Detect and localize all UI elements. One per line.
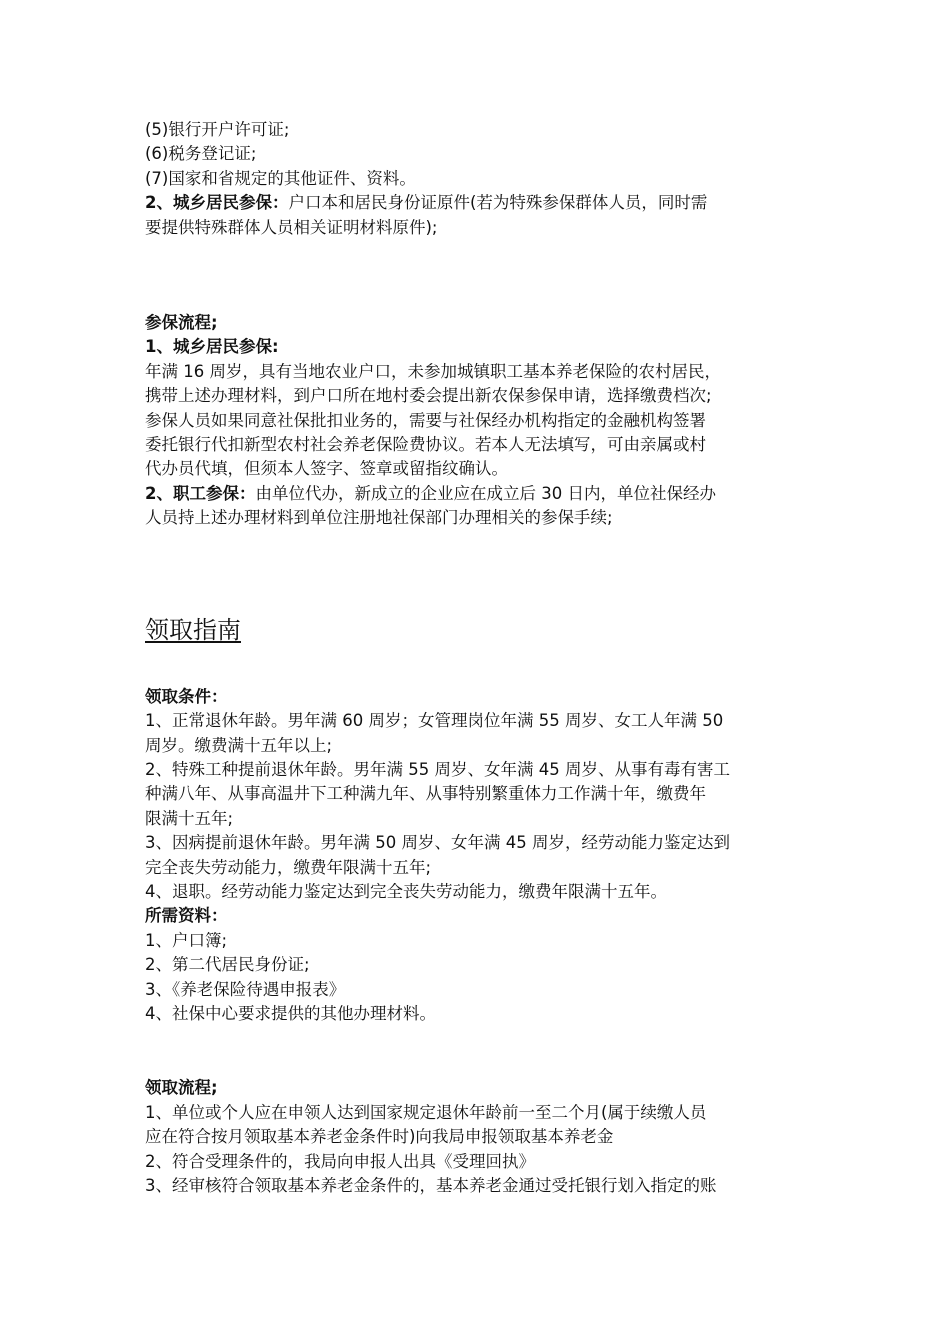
- bold-label: 2、城乡居民参保：: [145, 193, 289, 213]
- text-line: 2、特殊工种提前退休年龄。男年满 55 周岁、女年满 45 周岁、从事有毒有害工: [145, 759, 730, 779]
- text-line: 要提供特殊群体人员相关证明材料原件);: [145, 217, 438, 237]
- spacer: [145, 1026, 810, 1076]
- bold-label: 2、职工参保：: [145, 483, 256, 503]
- text-line: (7)国家和省规定的其他证件、资料。: [145, 168, 416, 188]
- spacer: [145, 240, 810, 311]
- text-line: [145, 482, 810, 506]
- text-line: 3、因病提前退休年龄。男年满 50 周岁、女年满 45 周岁，经劳动能力鉴定达到: [145, 833, 730, 853]
- text-line: 年满 16 周岁，具有当地农业户口，未参加城镇职工基本养老保险的农村居民，: [145, 361, 721, 381]
- text-line: 1、正常退休年龄。男年满 60 周岁；女管理岗位年满 55 周岁、女工人年满 50: [145, 711, 724, 731]
- inline-text: 户口本和居民身份证原件(若为特殊参保群体人员，同时需: [288, 193, 708, 213]
- text-line: 2、第二代居民身份证;: [145, 955, 310, 975]
- text-line: 4、社保中心要求提供的其他办理材料。: [145, 1003, 436, 1023]
- text-line: 应在符合按月领取基本养老金条件时)向我局申报领取基本养老金: [145, 1127, 614, 1147]
- text-line: [145, 191, 810, 215]
- text-line: (6)税务登记证;: [145, 144, 257, 164]
- text-line: 参保人员如果同意社保批扣业务的，需要与社保经办机构指定的金融机构签署: [145, 410, 706, 430]
- text-line: 携带上述办理材料，到户口所在地村委会提出新农保参保申请，选择缴费档次;: [145, 386, 712, 406]
- text-line: 4、退职。经劳动能力鉴定达到完全丧失劳动能力，缴费年限满十五年。: [145, 881, 667, 901]
- inline-text: 由单位代办，新成立的企业应在成立后 30 日内，单位社保经办: [255, 483, 716, 503]
- text-line: 1、户口簿;: [145, 930, 228, 950]
- text-line: 2、符合受理条件的，我局向申报人出具《受理回执》: [145, 1151, 535, 1171]
- document-page: [145, 118, 810, 1198]
- text-line: 人员持上述办理材料到单位注册地社保部门办理相关的参保手续;: [145, 508, 613, 528]
- text-line: 1、单位或个人应在申领人达到国家规定退休年龄前一至二个月(属于续缴人员: [145, 1102, 707, 1122]
- section-heading: 领取指南: [145, 615, 241, 644]
- section-title: 参保流程;: [145, 313, 218, 333]
- spacer: [145, 645, 810, 685]
- text-line: 委托银行代扣新型农村社会养老保险费协议。若本人无法填写，可由亲属或村: [145, 435, 706, 455]
- text-line: 周岁。缴费满十五年以上;: [145, 735, 333, 755]
- text-line: 种满八年、从事高温井下工种满九年、从事特别繁重体力工作满十年，缴费年: [145, 784, 706, 804]
- subsection-title: 1、城乡居民参保:: [145, 337, 279, 357]
- text-line: 完全丧失劳动能力，缴费年限满十五年;: [145, 857, 432, 877]
- text-line: 代办员代填，但须本人签字、签章或留指纹确认。: [145, 459, 508, 479]
- text-line: 限满十五年;: [145, 808, 234, 828]
- text-line: 3、《养老保险待遇申报表》: [145, 979, 346, 999]
- spacer: [145, 531, 810, 615]
- section-title: 领取条件：: [145, 686, 228, 706]
- text-line: 3、经审核符合领取基本养老金条件的，基本养老金通过受托银行划入指定的账: [145, 1176, 717, 1195]
- text-line: (5)银行开户许可证;: [145, 120, 290, 139]
- section-title: 领取流程;: [145, 1078, 218, 1098]
- section-title: 所需资料：: [145, 906, 228, 926]
